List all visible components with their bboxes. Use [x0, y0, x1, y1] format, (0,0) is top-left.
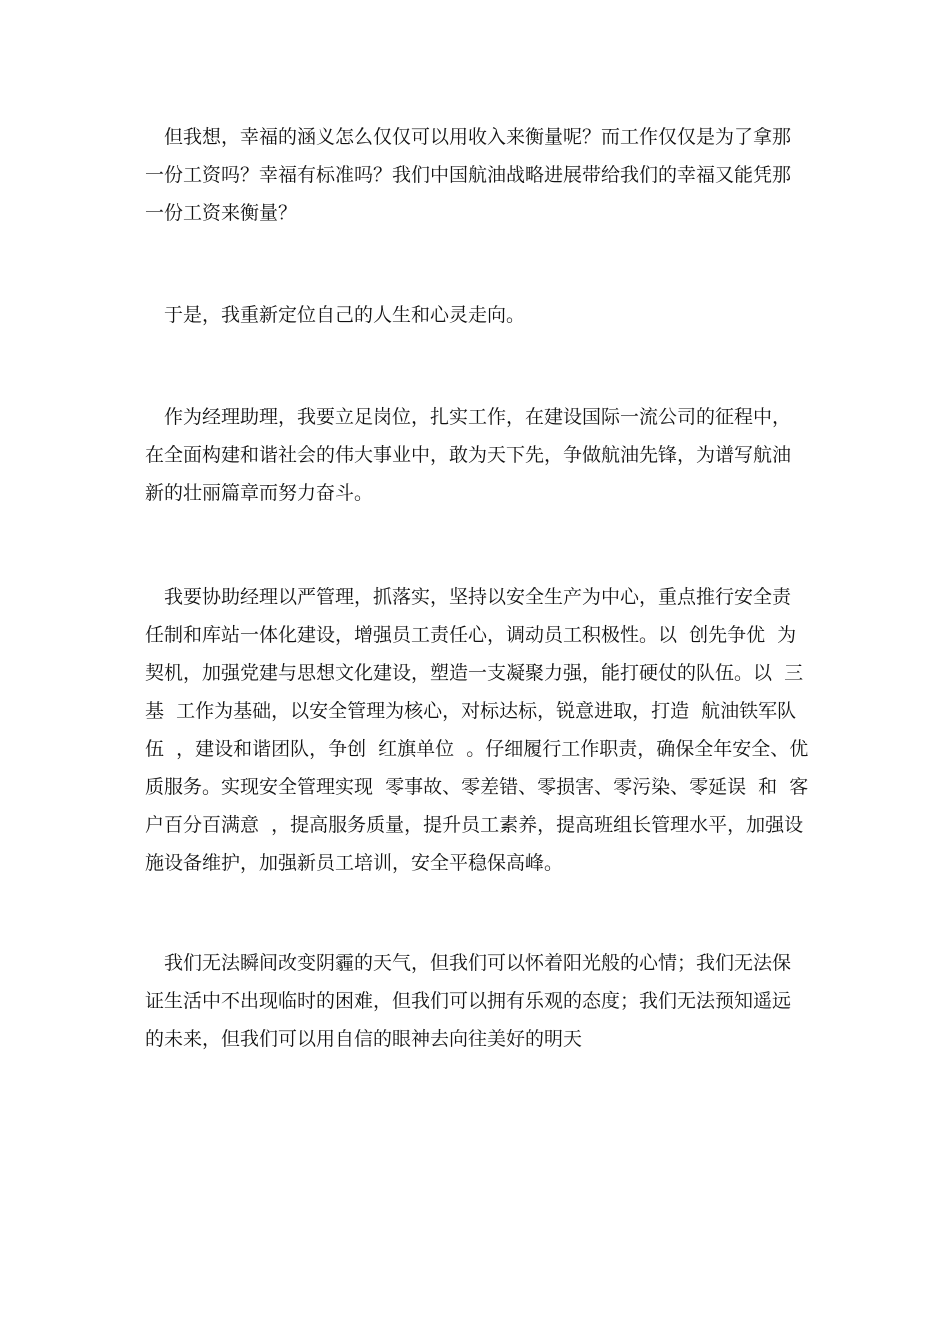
paragraph-happiness-question [145, 118, 810, 232]
paragraph-line: 户百分百满意 ，提高服务质量，提升员工素养，提高班组长管理水平，加强设 [145, 814, 804, 836]
paragraph-line: 我要协助经理以严管理，抓落实，坚持以安全生产为中心，重点推行安全责 [145, 586, 792, 608]
paragraph-line: 但我想，幸福的涵义怎么仅仅可以用收入来衡量呢？而工作仅仅是为了拿那 [145, 126, 792, 148]
paragraph-line: 证生活中不出现临时的困难，但我们可以拥有乐观的态度；我们无法预知遥远 [145, 990, 792, 1012]
paragraph-line: 新的壮丽篇章而努力奋斗。 [145, 482, 374, 504]
paragraph-repositioning [145, 296, 810, 334]
paragraph-role-commitment [145, 398, 810, 512]
paragraph-line: 质服务。实现安全管理实现 零事故、零差错、零损害、零污染、零延误 和 客 [145, 776, 809, 798]
paragraph-line: 于是，我重新定位自己的人生和心灵走向。 [145, 304, 526, 326]
paragraph-line: 我们无法瞬间改变阴霾的天气，但我们可以怀着阳光般的心情；我们无法保 [145, 952, 792, 974]
paragraph-line: 一份工资来衡量？ [145, 202, 298, 224]
paragraph-line: 在全面构建和谐社会的伟大事业中，敢为天下先，争做航油先锋，为谱写航油 [145, 444, 792, 466]
paragraph-line: 伍 ，建设和谐团队，争创 红旗单位 。仔细履行工作职责，确保全年安全、优 [145, 738, 809, 760]
paragraph-line: 契机，加强党建与思想文化建设，塑造一支凝聚力强，能打硬仗的队伍。以 三 [145, 662, 804, 684]
paragraph-line: 任制和库站一体化建设，增强员工责任心，调动员工积极性。以 创先争优 为 [145, 624, 797, 646]
paragraph-management-plan [145, 578, 810, 882]
paragraph-line: 的未来，但我们可以用自信的眼神去向往美好的明天 [145, 1028, 583, 1050]
paragraph-line: 基 工作为基础，以安全管理为核心，对标达标，锐意进取，打造 航油铁军队 [145, 700, 797, 722]
paragraph-optimism [145, 944, 810, 1058]
paragraph-line: 一份工资吗？幸福有标准吗？我们中国航油战略进展带给我们的幸福又能凭那 [145, 164, 792, 186]
paragraph-line: 作为经理助理，我要立足岗位，扎实工作，在建设国际一流公司的征程中， [145, 406, 792, 428]
paragraph-line: 施设备维护，加强新员工培训，安全平稳保高峰。 [145, 852, 564, 874]
